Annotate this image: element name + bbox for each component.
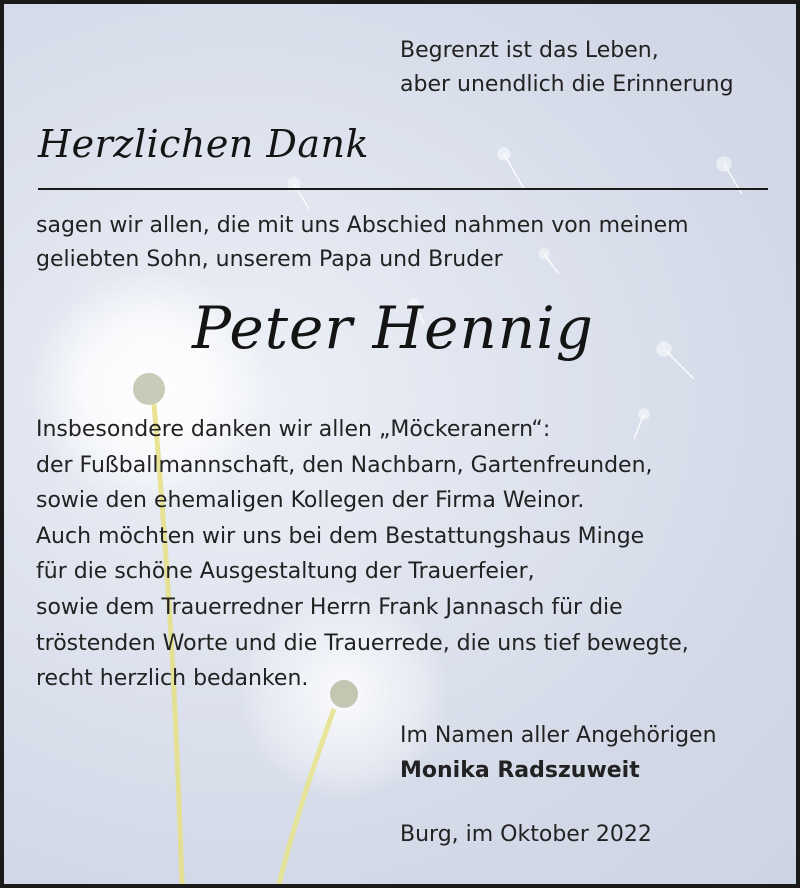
motto-line: Begrenzt ist das Leben, [400, 38, 659, 63]
body-line: für die schöne Ausgestaltung der Trauerfeier, [36, 559, 535, 585]
motto [400, 34, 734, 102]
intro-line: sagen wir allen, die mit uns Abschied nahmen von meinem [36, 213, 689, 238]
body-line: Insbesondere danken wir allen „Möckeranern“: [36, 417, 551, 442]
motto-line: aber unendlich die Erinnerung [400, 72, 734, 97]
deceased-name: Peter Hennig [192, 294, 594, 362]
intro-text [36, 209, 689, 277]
thanks-heading: Herzlichen Dank [38, 122, 370, 166]
body-line: der Fußballmannschaft, den Nachbarn, Gartenfreunden, [36, 452, 653, 478]
place-date: Burg, im Oktober 2022 [400, 822, 652, 847]
signature-name: Monika Radszuweit [400, 758, 640, 783]
body-line: recht herzlich bedanken. [36, 666, 309, 692]
intro-line: geliebten Sohn, unserem Papa und Bruder [36, 247, 503, 272]
divider [38, 188, 768, 190]
obituary-card [4, 4, 796, 884]
body-line: Auch möchten wir uns bei dem Bestattungshaus Minge [36, 523, 645, 549]
body-line: sowie dem Trauerredner Herrn Frank Jannasch für die [36, 594, 623, 620]
signature-line: Im Namen aller Angehörigen [400, 723, 717, 748]
thanks-body [36, 412, 689, 697]
body-line: tröstenden Worte und die Trauerrede, die uns tief bewegte, [36, 630, 689, 656]
body-line: sowie den ehemaligen Kollegen der Firma Weinor. [36, 488, 585, 514]
signature [400, 718, 717, 788]
